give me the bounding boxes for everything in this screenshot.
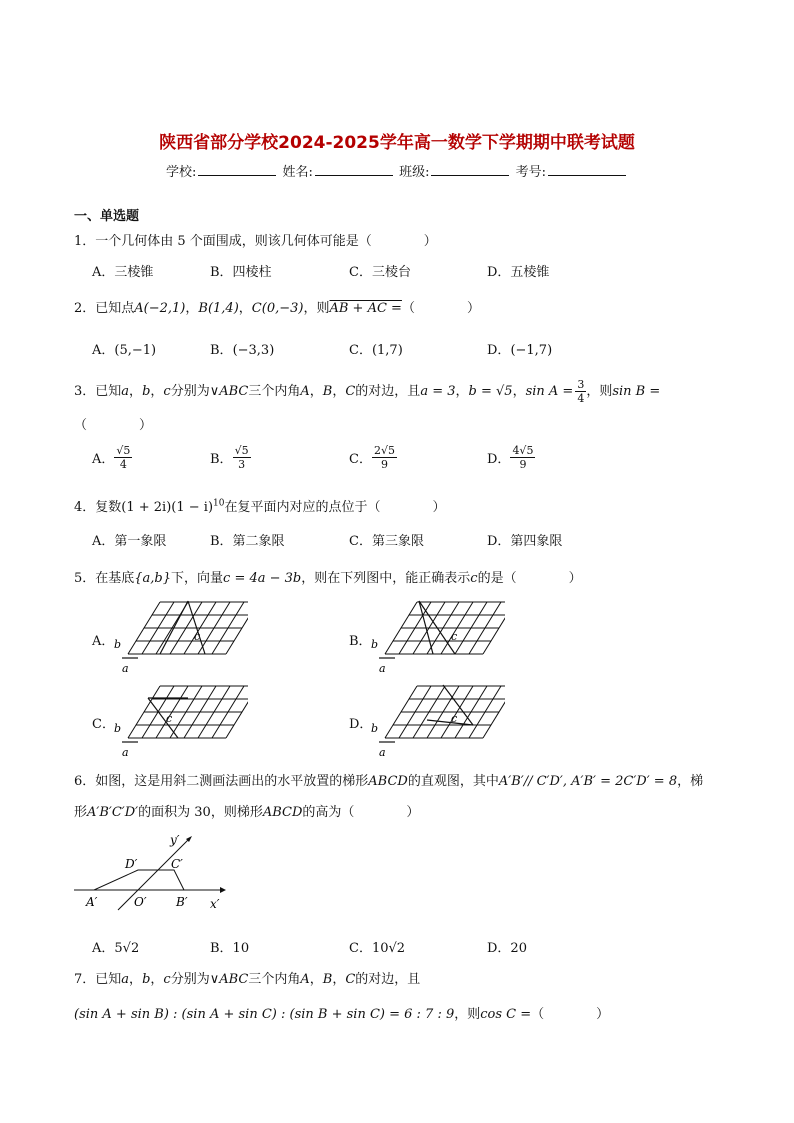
q3-option-d[interactable]: D． $\frac{4√5}{9}$ [487, 444, 534, 471]
q5-option-c[interactable]: C． [92, 717, 115, 732]
label-a-d: a [379, 746, 386, 759]
name-label: 姓名: [282, 165, 313, 180]
label-c-d: c [451, 712, 458, 725]
class-label: 班级: [399, 165, 430, 180]
q5-figure-c [108, 680, 248, 762]
q2-option-c[interactable]: C．(1,7) [349, 343, 403, 358]
svg-text:x′: x′ [210, 897, 220, 911]
question-7: 7．已知a，b，c分别为∨ABC三个内角A，B，C的对边，且 [74, 972, 421, 987]
svg-text:A′: A′ [86, 895, 98, 909]
q1-option-c[interactable]: C．三棱台 [349, 265, 411, 280]
name-blank[interactable] [315, 164, 393, 176]
q5-figure-d [365, 680, 505, 762]
label-a-c: a [122, 746, 129, 759]
q6-option-b[interactable]: B．10 [210, 941, 250, 956]
q4-option-b[interactable]: B．第二象限 [210, 534, 285, 549]
q4-option-a[interactable]: A．第一象限 [92, 534, 167, 549]
question-6-line2: 形A′B′C′D′的面积为 30，则梯形ABCD的高为（ ） [74, 805, 420, 820]
label-a-a: a [122, 662, 129, 675]
svg-text:B′: B′ [176, 895, 188, 909]
question-4: 4．复数$(1 + 2i)(1 - i)^{10}$在复平面内对应的点位于（ ） [74, 498, 446, 515]
page-title: 陕西省部分学校2024-2025学年高一数学下学期期中联考试题 [159, 133, 635, 153]
label-b-c: b [114, 722, 122, 735]
q2-option-b[interactable]: B．(−3,3) [210, 343, 275, 358]
q5-option-b[interactable]: B． [349, 634, 372, 649]
question-7-line2: (sin A + sin B) : (sin A + sin C) : (sin B + sin C) = 6 : 7 : 9，则cos C =（ ） [74, 1007, 610, 1022]
question-1: 1．一个几何体由 5 个面围成，则该几何体可能是（ ） [74, 234, 437, 249]
label-b-a: b [114, 638, 122, 651]
student-info-line [0, 161, 794, 180]
school-label: 学校: [166, 165, 197, 180]
svg-text:y′: y′ [170, 833, 180, 847]
section-heading: 一、单选题 [74, 209, 140, 224]
label-b-d: b [371, 722, 379, 735]
q3-option-b[interactable]: B． $\frac{√5}{3}$ [210, 444, 249, 471]
q6-option-a[interactable]: A．5√2 [92, 941, 140, 956]
school-blank[interactable] [198, 164, 276, 176]
svg-text:D′: D′ [125, 857, 138, 871]
label-c-a: c [194, 630, 201, 643]
q6-option-d[interactable]: D．20 [487, 941, 527, 956]
trapezoid [94, 870, 184, 890]
question-2: 2．已知点A(−2,1)，B(1,4)，C(0,−3)，则AB + AC =（ ） [74, 301, 480, 316]
grid-a [128, 602, 248, 654]
q3-answer-paren: （ ） [74, 418, 153, 433]
svg-text:O′: O′ [134, 895, 147, 909]
question-3: 3．已知a，b，c分别为∨ABC三个内角A，B，C的对边，且a = 3，b = √5，sin A = $\frac{3}{4}$ ，则sin B = [74, 378, 661, 405]
q2-option-a[interactable]: A．(5,−1) [92, 343, 157, 358]
q5-figure-b [365, 596, 505, 678]
q3-option-a[interactable]: A． $\frac{√5}{4}$ [92, 444, 131, 471]
label-c-b: c [451, 630, 458, 643]
q5-option-d[interactable]: D． [349, 717, 373, 732]
svg-text:C′: C′ [171, 857, 183, 871]
number-blank[interactable] [548, 164, 626, 176]
label-b-b: b [371, 638, 379, 651]
q1-option-d[interactable]: D．五棱锥 [487, 265, 550, 280]
label-a-b: a [379, 662, 386, 675]
q5-figure-a [108, 596, 248, 678]
q6-option-c[interactable]: C．10√2 [349, 941, 406, 956]
x-axis-arrow [220, 887, 226, 893]
q4-option-d[interactable]: D．第四象限 [487, 534, 563, 549]
number-label: 考号: [515, 165, 546, 180]
q3-option-c[interactable]: C． $\frac{2√5}{9}$ [349, 444, 395, 471]
q6-figure [70, 830, 230, 912]
q1-option-b[interactable]: B．四棱柱 [210, 265, 272, 280]
label-c-c: c [166, 712, 173, 725]
question-5: 5．在基底{a,b}下，向量c = 4a − 3b，则在下列图中，能正确表示c的是（ ） [74, 571, 582, 586]
q1-option-a[interactable]: A．三棱锥 [92, 265, 154, 280]
question-6: 6．如图，这是用斜二测画法画出的水平放置的梯形ABCD的直观图，其中A′B′// C′D′, A′B′ = 2C′D′ = 8，梯 [74, 774, 704, 789]
q4-option-c[interactable]: C．第三象限 [349, 534, 424, 549]
class-blank[interactable] [431, 164, 509, 176]
q2-option-d[interactable]: D．(−1,7) [487, 343, 553, 358]
q5-option-a[interactable]: A． [92, 634, 115, 649]
